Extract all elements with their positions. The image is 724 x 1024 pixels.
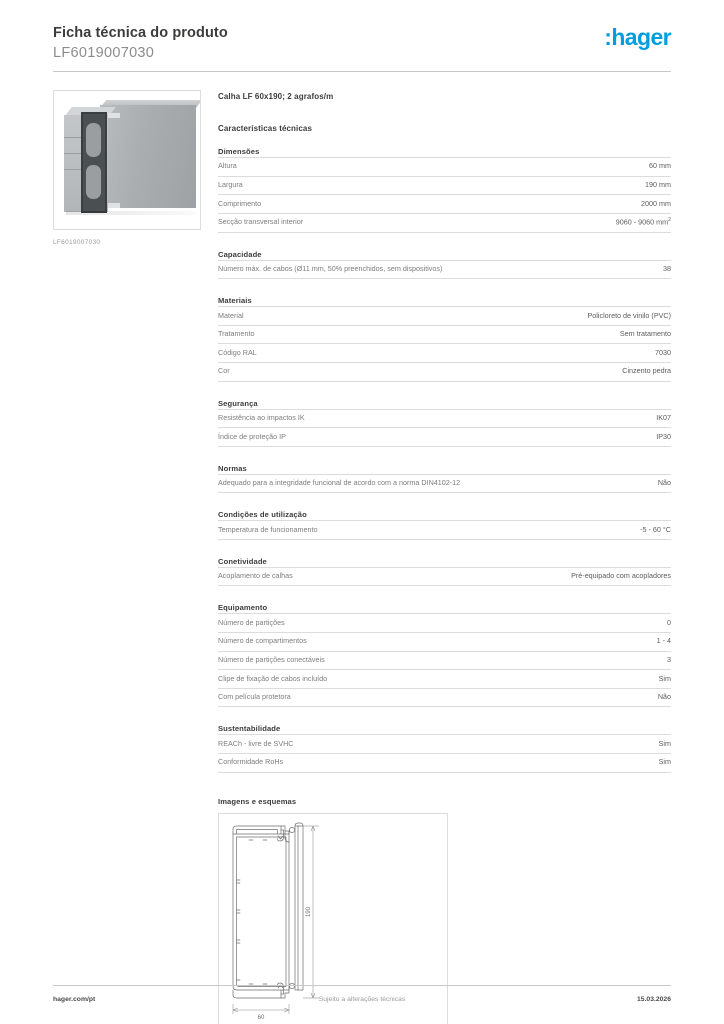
spec-value: Sim [658,738,671,748]
spec-value: 1 - 4 [656,636,671,646]
spec-label: Secção transversal interior [218,217,304,227]
spec-label: Número de compartimentos [218,636,307,646]
table-row [218,688,671,707]
spec-value: -5 - 60 °C [640,524,671,534]
table-row [218,567,671,586]
spec-label: Adequado para a integridade funcional de acordo com a norma DIN4102-12 [218,478,461,488]
spec-group-title: Segurança [218,398,258,408]
table-row [218,213,671,232]
spec-value: 60 mm [649,161,671,171]
spec-value: 3 [667,655,671,665]
footer-divider [53,985,671,986]
table-row [218,344,671,363]
spec-value: 190 mm [645,179,671,189]
table-row [218,158,671,177]
drawing-width-label: 60 [257,1014,265,1021]
spec-value: Sem tratamento [619,329,671,339]
spec-table [218,474,671,494]
spec-label: Cor [218,366,230,376]
table-row [218,735,671,754]
header-titles [53,24,228,63]
product-image-block [53,90,201,246]
spec-label: Índice de proteção IP [218,431,286,441]
spec-group-title: Condições de utilização [218,510,307,520]
spec-table [218,613,671,707]
spec-group-title: Equipamento [218,603,268,613]
footer-disclaimer: Sujeito a alterações técnicas [318,996,406,1003]
header-divider [53,71,671,72]
product-photo [53,90,201,230]
product-image-caption: LF6019007030 [53,239,101,246]
drawing-section-title: Imagens e esquemas [218,796,297,806]
spec-groups [218,147,671,773]
page-title: Ficha técnica do produto [53,25,228,41]
spec-table [218,157,671,233]
spec-table [218,734,671,772]
spec-value: Sim [658,673,671,683]
table-row [218,614,671,633]
spec-label: Número de partições [218,617,285,627]
spec-label: Número de partições conectáveis [218,655,325,665]
spec-value: 0 [667,617,671,627]
table-row [218,428,671,447]
table-row [218,325,671,344]
spec-label: Com película protetora [218,692,291,702]
spec-value: Cinzento pedra [622,366,671,376]
page-footer [53,996,671,1003]
spec-value: Não [657,478,671,488]
table-row [218,409,671,428]
spec-value: IK07 [656,412,671,422]
spec-group-title: Capacidade [218,249,262,259]
spec-group-title: Materiais [218,296,252,306]
table-row [218,363,671,382]
table-row [218,195,671,214]
spec-label: Acoplamento de calhas [218,571,293,581]
table-row [218,651,671,670]
spec-value-superscript: 2 [668,217,671,224]
spec-value: Pré-equipado com acopladores [571,571,671,581]
spec-label: Clipe de fixação de cabos incluído [218,673,328,683]
page-header [53,24,671,63]
product-reference: LF6019007030 [53,44,155,61]
spec-label: Resistência ao impactos IK [218,412,305,422]
spec-label: Temperatura de funcionamento [218,524,318,534]
spec-group-title: Sustentabilidade [218,724,281,734]
spec-value: 7030 [655,347,671,357]
table-row [218,753,671,772]
spec-label: Largura [218,179,243,189]
spec-value: Sim [658,757,671,767]
table-row [218,260,671,279]
spec-value [493,213,671,232]
spec-table [218,520,671,540]
table-row [218,474,671,493]
cross-section-drawing-svg [219,814,449,1024]
spec-label: Comprimento [218,198,262,208]
product-name: Calha LF 60x190; 2 agrafos/m [218,92,334,101]
spec-label: Material [218,310,244,320]
spec-value: 38 [663,264,671,274]
technical-drawing [218,813,448,1024]
table-row [218,633,671,652]
footer-website[interactable]: hager.com/pt [53,996,96,1003]
spec-value: 2000 mm [641,198,671,208]
table-row [218,670,671,689]
spec-table [218,306,671,381]
specifications-column [218,92,671,1024]
spec-label: REACh - livre de SVHC [218,738,294,748]
spec-table [218,409,671,447]
table-row [218,307,671,326]
spec-value-text: 9060 - 9060 mm [615,217,669,227]
table-row [218,176,671,195]
spec-table [218,567,671,587]
spec-value: Não [657,692,671,702]
spec-group-title: Dimensões [218,147,260,156]
specs-heading: Características técnicas [218,124,313,133]
spec-value: IP30 [656,431,671,441]
spec-label: Código RAL [218,347,257,357]
drawing-height-label: 190 [306,906,312,917]
spec-label: Conformidade RoHs [218,757,284,767]
hager-logo: :hager [604,24,671,50]
footer-date: 15.03.2026 [636,996,671,1003]
table-row [218,521,671,540]
spec-label: Altura [218,161,237,171]
spec-group-title: Normas [218,463,247,473]
spec-label: Tratamento [218,329,255,339]
spec-label: Número máx. de cabos (Ø11 mm, 50% preenchidos, sem dispositivos) [218,264,443,274]
spec-group-title: Conetividade [218,556,267,566]
spec-table [218,260,671,280]
spec-value: Policloreto de vinilo (PVC) [587,310,671,320]
